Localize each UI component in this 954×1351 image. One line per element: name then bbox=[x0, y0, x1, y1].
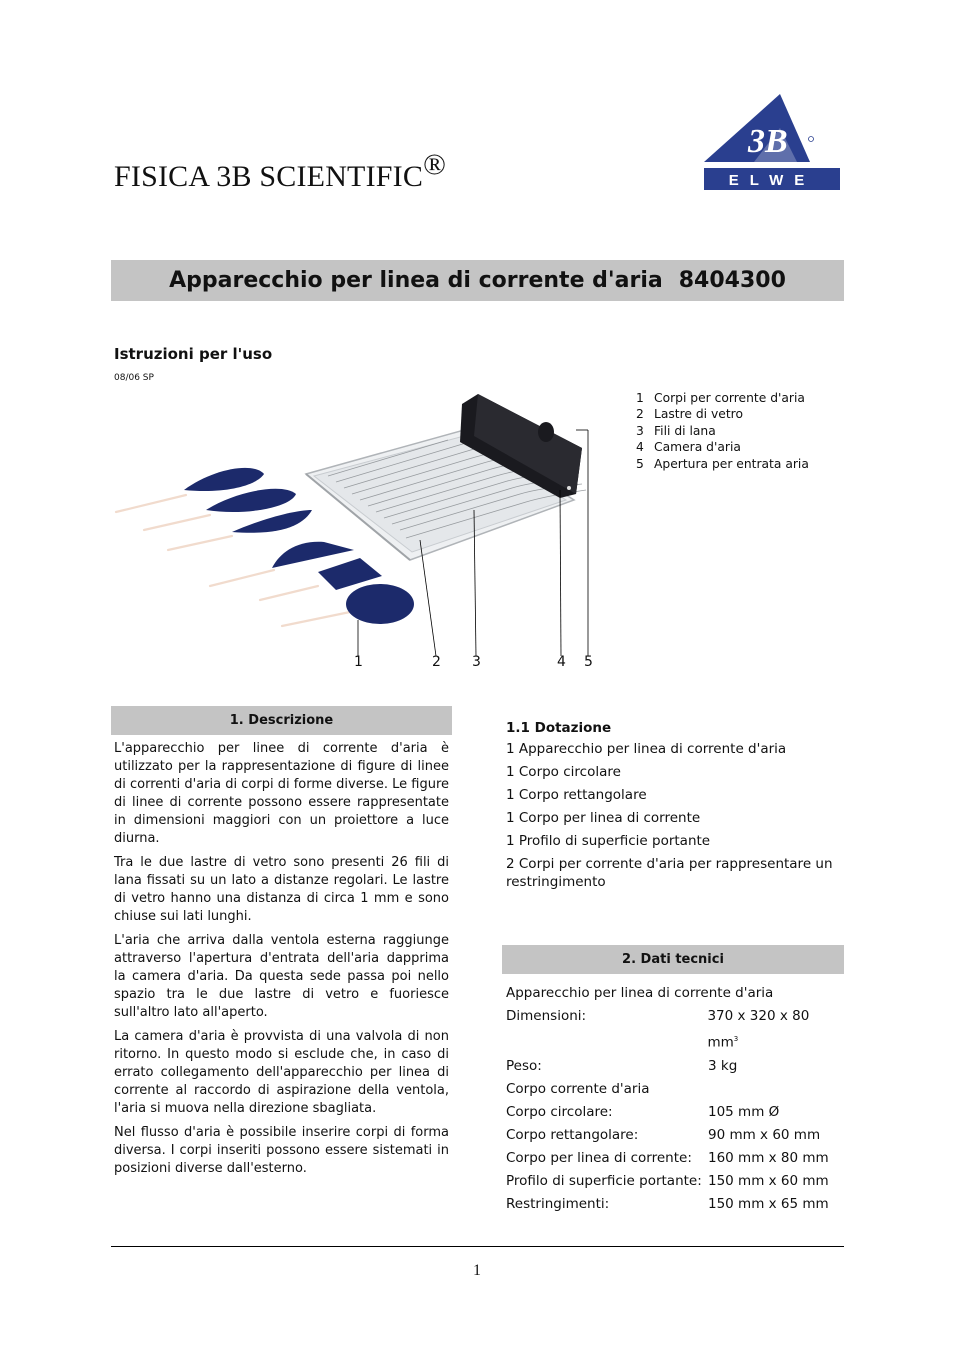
description-paragraph: L'apparecchio per linee di corrente d'aria è utilizzato per la rappresentazione di figure di linee di correnti d'aria di corpi di forme diverse. Le figure di linee di corrente possono essere rappresentate in dimensioni maggiori con un proiettore a luce diurna. bbox=[114, 741, 449, 846]
3b-elwe-logo bbox=[702, 94, 842, 192]
product-code: 8404300 bbox=[678, 268, 786, 293]
legend-item: 2 Lastre di vetro bbox=[636, 407, 743, 422]
section-heading-description: 1. Descrizione bbox=[111, 706, 452, 735]
callout-2: 2 bbox=[432, 654, 441, 670]
equipment-item: 1 Corpo rettangolare bbox=[506, 787, 647, 803]
page-number: 1 bbox=[473, 1262, 481, 1279]
tech-data-section bbox=[502, 945, 844, 1216]
description-paragraph: Tra le due lastre di vetro sono presenti 26 fili di lana fissati su un lato a distanze regolari. Le lastre di vetro hanno una distanza di circa 1 mm e sono chiuse sui lati lunghi. bbox=[114, 855, 449, 924]
legend-item: 1 Corpi per corrente d'aria bbox=[636, 391, 805, 405]
tech-row: Corpo circolare: 105 mm Ø bbox=[506, 1103, 780, 1120]
apparatus-illustration bbox=[114, 390, 608, 672]
equipment-item: 2 Corpi per corrente d'aria per rappresentare un restringimento bbox=[506, 856, 833, 890]
tech-group-label: Corpo corrente d'aria bbox=[506, 1080, 650, 1097]
revision-date: 08/06 SP bbox=[114, 373, 154, 383]
legend-item: 3 Fili di lana bbox=[636, 423, 716, 438]
equipment-section bbox=[502, 720, 844, 896]
description-paragraph: La camera d'aria è provvista di una valvola di non ritorno. In questo modo si esclude che, in caso di errato collegamento dell'apparecchio per linea di corrente al raccordo di aspirazione della ventola, l'aria si muova nella direzione sbagliata. bbox=[114, 1029, 449, 1116]
legend-item: 4 Camera d'aria bbox=[636, 440, 741, 455]
tech-row: Profilo di superficie portante: 150 mm x 60 mm bbox=[506, 1172, 829, 1189]
product-title: Apparecchio per linea di corrente d'aria bbox=[169, 268, 663, 293]
equipment-item: 1 Profilo di superficie portante bbox=[506, 833, 711, 849]
registered-mark: ® bbox=[423, 148, 447, 181]
description-paragraph: L'aria che arriva dalla ventola esterna raggiunge attraverso l'apertura d'entrata dell'aria dapprima la camera d'aria. Da questa sede passa poi nello spazio tra le due lastre di vetro e fuoriesce sull'altro lato all'aperto. bbox=[114, 933, 449, 1020]
svg-text:ELWE: ELWE bbox=[728, 172, 816, 189]
description-section bbox=[111, 706, 452, 1178]
callout-4: 4 bbox=[557, 654, 566, 670]
equipment-item: 1 Corpo per linea di corrente bbox=[506, 810, 701, 826]
equipment-item: 1 Apparecchio per linea di corrente d'aria bbox=[506, 741, 787, 757]
tech-group-label: Apparecchio per linea di corrente d'aria bbox=[506, 985, 774, 1001]
equipment-heading: 1.1 Dotazione bbox=[506, 720, 612, 736]
product-banner bbox=[111, 260, 844, 301]
instructions-subtitle: Istruzioni per l'uso bbox=[114, 345, 273, 363]
description-paragraph: Nel flusso d'aria è possibile inserire corpi di forma diversa. I corpi inseriti possono essere sistemati in posizioni diverse dall'esterno. bbox=[114, 1125, 449, 1176]
tech-row: Corpo rettangolare: 90 mm x 60 mm bbox=[506, 1126, 821, 1143]
svg-text:3B: 3B bbox=[748, 123, 788, 160]
tech-row: Restringimenti: 150 mm x 65 mm bbox=[506, 1195, 829, 1212]
brand-title: FISICA 3B SCIENTIFIC® bbox=[114, 148, 447, 193]
callout-3: 3 bbox=[472, 654, 481, 670]
callout-5: 5 bbox=[584, 654, 593, 670]
callout-1: 1 bbox=[354, 654, 363, 670]
section-heading-tech: 2. Dati tecnici bbox=[502, 945, 844, 974]
footer-rule bbox=[111, 1246, 844, 1247]
tech-row: Dimensioni: 370 x 320 x 80 $mm^3$ bbox=[506, 1008, 810, 1051]
legend-item: 5 Apertura per entrata aria bbox=[636, 456, 809, 471]
figure-callouts bbox=[114, 650, 608, 672]
tech-row: Peso: 3 kg bbox=[506, 1057, 738, 1074]
equipment-item: 1 Corpo circolare bbox=[506, 764, 621, 780]
figure-legend bbox=[636, 390, 809, 472]
tech-row: Corpo per linea di corrente: 160 mm x 80 mm bbox=[506, 1149, 829, 1166]
